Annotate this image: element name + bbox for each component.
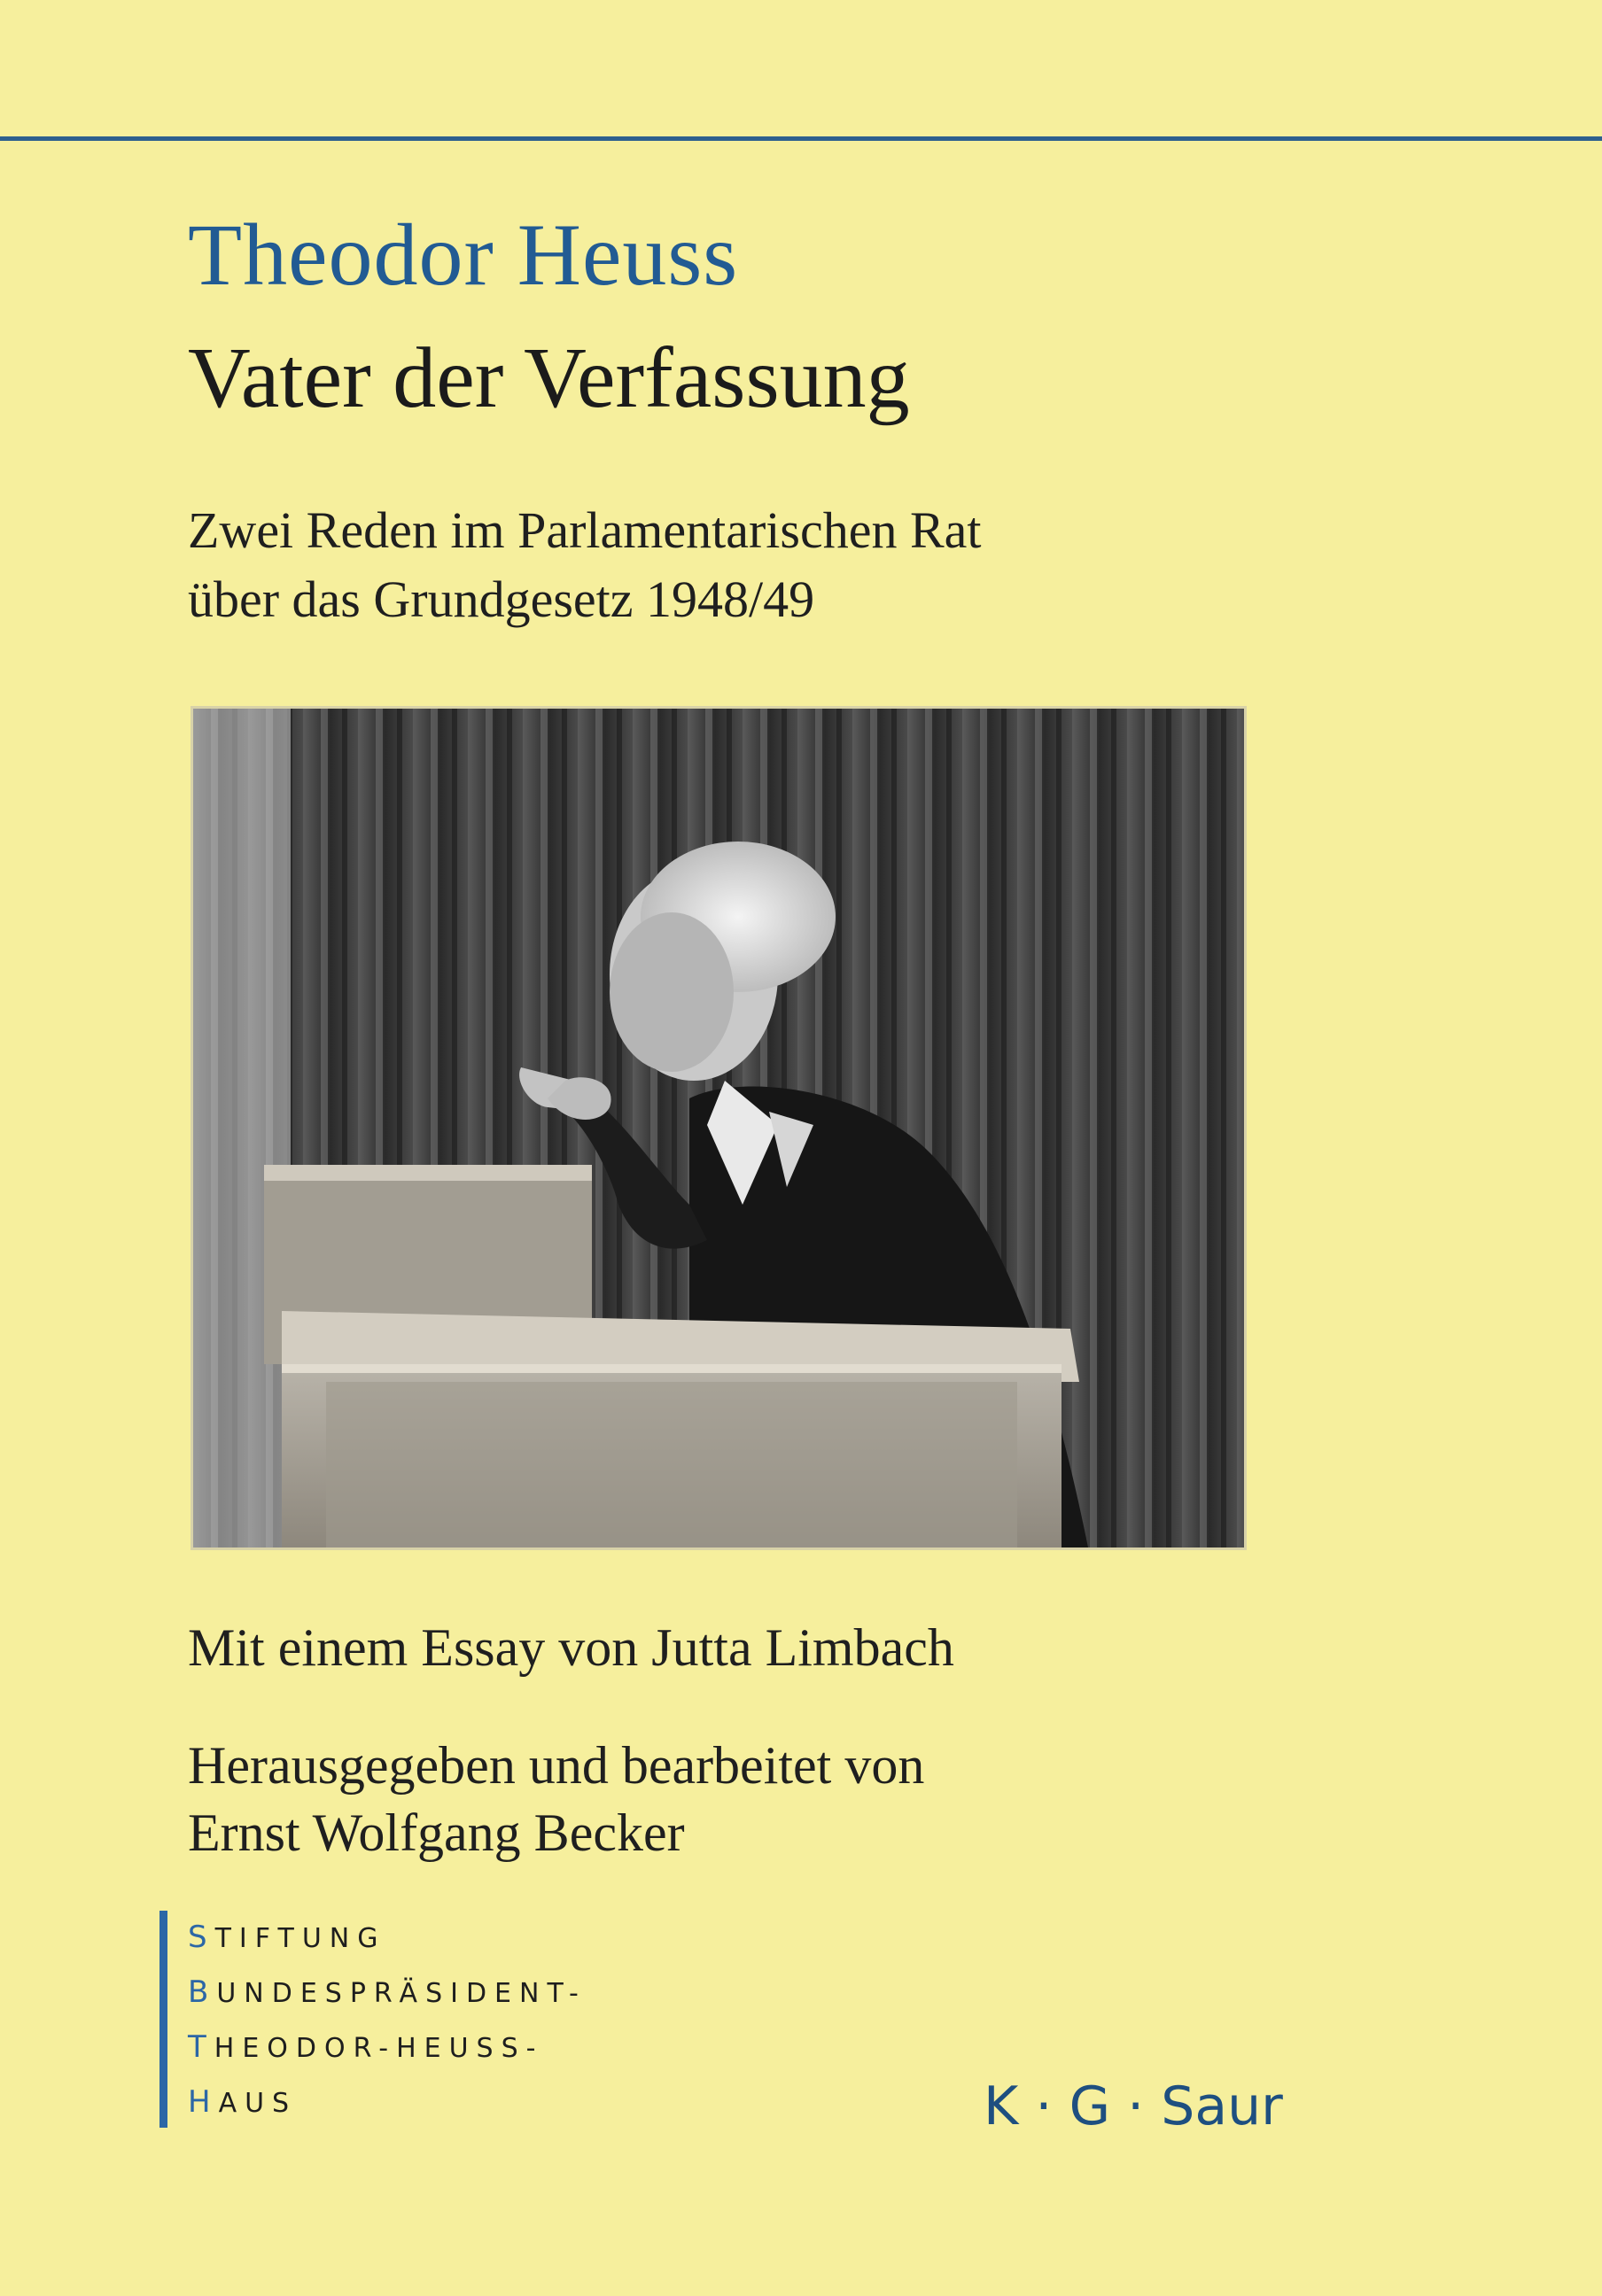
foundation-line-4 bbox=[188, 2084, 298, 2120]
foundation-initial-1: S bbox=[188, 1920, 215, 1955]
foundation-line-2 bbox=[188, 1974, 587, 2010]
foundation-initial-4: H bbox=[188, 2084, 219, 2120]
subtitle-line-2: über das Grundgesetz 1948/49 bbox=[188, 570, 815, 628]
editor-credit bbox=[188, 1732, 924, 1866]
foundation-line-3 bbox=[188, 2029, 544, 2065]
foundation-text-1: TIFTUNG bbox=[214, 1923, 386, 1954]
foundation-text-3: HEODOR-HEUSS- bbox=[214, 2033, 544, 2064]
subtitle-line-1: Zwei Reden im Parlamentarischen Rat bbox=[188, 501, 982, 559]
publisher-name: K · G · Saur bbox=[984, 2075, 1283, 2137]
book-subtitle bbox=[188, 496, 982, 634]
foundation-line-1 bbox=[188, 1920, 386, 1955]
foundation-initial-2: B bbox=[188, 1974, 217, 2010]
foundation-accent-bar bbox=[159, 1911, 167, 2128]
foundation-initial-3: T bbox=[188, 2029, 214, 2065]
author-name: Theodor Heuss bbox=[188, 206, 739, 304]
foundation-text-4: AUS bbox=[218, 2088, 298, 2119]
book-title: Vater der Verfassung bbox=[188, 330, 910, 426]
editor-line-2: Ernst Wolfgang Becker bbox=[188, 1803, 685, 1862]
essay-credit: Mit einem Essay von Jutta Limbach bbox=[188, 1618, 954, 1677]
editor-line-1: Herausgegeben und bearbeitet von bbox=[188, 1736, 925, 1795]
foundation-text-2: UNDESPRÄSIDENT- bbox=[216, 1978, 587, 2009]
top-rule bbox=[0, 136, 1602, 141]
cover-photo bbox=[191, 706, 1247, 1550]
